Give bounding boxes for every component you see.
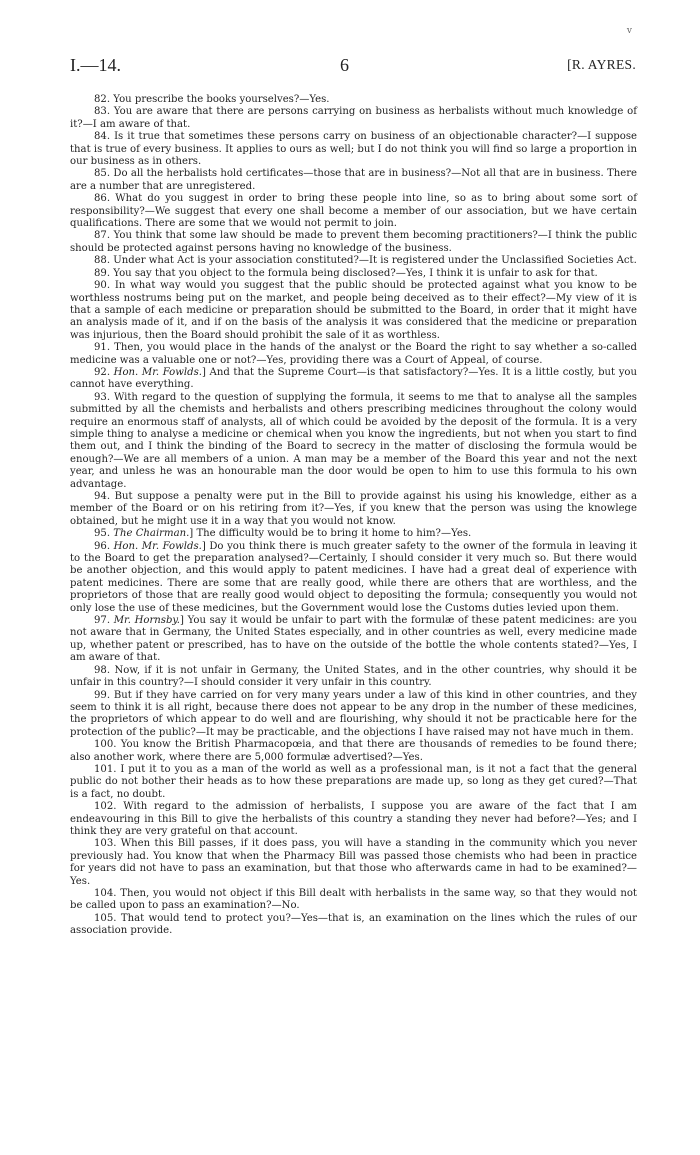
question-number: 84. bbox=[94, 131, 111, 143]
question-number: 105. bbox=[94, 912, 117, 924]
question-text: With regard to the admission of herbalists, I suppose you are aware of the fact that I am endeavouring in this Bill to give the herbalists of this country a standing they never had before?—Yes; and I think they are very grateful on that account. bbox=[70, 801, 637, 837]
testimony-paragraph: 95. The Chairman.] The difficulty would be to bring it home to him?—Yes. bbox=[94, 528, 472, 540]
testimony-paragraph bbox=[70, 193, 637, 230]
testimony-paragraph bbox=[70, 392, 637, 491]
question-text: Then, you would place in the hands of the analyst or the Board the right to say whether a so-called medicine was a valuable one or not?—Yes, providing there was a Court of Appeal, of course. bbox=[70, 342, 637, 366]
question-number: 102. bbox=[94, 801, 117, 813]
testimony-paragraph bbox=[70, 913, 637, 938]
page-number: 6 bbox=[340, 55, 349, 75]
question-text: Then, you would not object if this Bill dealt with herbalists in the same way, so that they would not be called upon to pass an examination?—No. bbox=[70, 888, 637, 912]
testimony-paragraph bbox=[70, 168, 637, 193]
question-number: 104. bbox=[94, 888, 117, 899]
question-text: You know the British Pharmacopœia, and that there are thousands of remedies to be found there; also another work, where there are 5,000 formulæ advertised?—Yes. bbox=[70, 739, 637, 763]
question-number: 100. bbox=[94, 739, 117, 751]
question-text: That would tend to protect you?—Yes—that is, an examination on the lines which the rules of our association provide. bbox=[70, 912, 637, 937]
question-text: You say it would be unfair to part with the formulæ of these patent medicines: are you not aware that in Germany, the United States especially, and in other countries as well, every medicine made up, whether patent or prescribed, has to have on the outside of the bottle the whole contents stated?—Yes, I am aware of that. bbox=[70, 615, 638, 664]
speaker-name: Hon. Mr. Fowlds. bbox=[113, 366, 202, 378]
question-number: 91. bbox=[94, 342, 111, 354]
testimony-paragraph bbox=[70, 690, 637, 740]
question-number: 103. bbox=[94, 838, 117, 850]
question-number: 90. bbox=[94, 280, 111, 292]
question-text: In what way would you suggest that the public should be protected against what you know to be worthless nostrums being put on the market, and people being deceived as to their effect?—My view of it is that a sample of each medicine or preparation should be submitted to the Board, in order that it might have an analysis made of it, and if on the basis of the analysis it was considered that the medicine or preparation was injurious, then the Board should prohibit the sale of it as worthless. bbox=[70, 280, 637, 341]
question-number: 94. bbox=[94, 491, 111, 502]
question-text: You think that some law should be made to prevent them becoming practitioners?—I think the public should be protected against persons having no knowledge of the business. bbox=[70, 230, 637, 254]
question-number: 85. bbox=[94, 168, 111, 180]
testimony-paragraph bbox=[70, 280, 637, 342]
question-text: I put it to you as a man of the world as well as a professional man, is it not a fact that the general public do not bother their heads as to how these preparations are made up, so long as they get cured?—That is a fact, no doubt. bbox=[70, 763, 637, 800]
question-number: 83. bbox=[94, 106, 111, 118]
document-reference: I.—14. bbox=[70, 55, 121, 75]
testimony-paragraph bbox=[70, 230, 637, 255]
question-number: 92. bbox=[94, 366, 111, 378]
question-number: 96. bbox=[94, 540, 111, 552]
question-text: You are aware that there are persons carrying on business as herbalists without much knowledge of it?—I am aware of that. bbox=[70, 106, 637, 130]
testimony-paragraph bbox=[70, 739, 637, 764]
question-text: When this Bill passes, if it does pass, you will have a standing in the community which you never previously had. You know that when the Pharmacy Bill was passed those chemists who had been in practice for years did not have to pass an examination, but that those who afterwards came in had to be examined?—Yes. bbox=[70, 838, 637, 887]
question-number: 86. bbox=[94, 193, 111, 205]
testimony-paragraph bbox=[70, 665, 637, 690]
question-number: 82. bbox=[94, 94, 111, 105]
question-number: 97. bbox=[94, 615, 111, 627]
witness-name: [R. AYRES. bbox=[567, 57, 636, 72]
question-number: 98. bbox=[94, 664, 111, 676]
testimony-paragraph bbox=[70, 491, 637, 528]
speaker-name: The Chairman. bbox=[113, 528, 190, 540]
testimony-paragraph bbox=[70, 764, 637, 801]
question-text: You say that you object to the formula being disclosed?—Yes, I think it is unfair to ask for that. bbox=[113, 267, 598, 279]
testimony-paragraph bbox=[70, 255, 637, 267]
question-text: Now, if it is not unfair in Germany, the United States, and in the other countries, why should it be unfair in this country?—I should consider it very unfair in this country. bbox=[70, 664, 637, 689]
question-text: What do you suggest in order to bring these people into line, so as to bring about some sort of responsibility?—We suggest that every one shall become a member of our association, but we have certain qualifications. There are some that we would not permit to join. bbox=[70, 193, 637, 230]
corner-mark: v bbox=[626, 26, 632, 36]
question-text: Do all the herbalists hold certificates—those that are in business?—Not all that are in business. There are a number that are unregistered. bbox=[70, 168, 637, 192]
question-number: 89. bbox=[94, 267, 111, 279]
testimony-paragraph bbox=[70, 342, 637, 367]
speaker-name: Mr. Hornsby. bbox=[113, 615, 181, 627]
question-text: Do you think there is much greater safety to the owner of the formula in leaving it to the Board to get the preparation analysed?—Certainly, I should consider it very much so. But there would be another objection, and this would apply to patent medicines. I have had a great deal of experience with patent medicines. There are some that are really good, while there are others that are worthless, and the proprietors of those that are really good would object to depositing the formula; consequently you would not only lose the use of these medicines, but the Government would lose the Customs duties levied upon them. bbox=[70, 540, 637, 614]
testimony-paragraph bbox=[70, 888, 637, 913]
testimony-paragraph bbox=[70, 94, 637, 106]
question-number: 95. bbox=[94, 528, 111, 540]
speaker-name: Hon. Mr. Fowlds. bbox=[113, 540, 202, 552]
question-number: 101. bbox=[94, 763, 117, 775]
question-text: But if they have carried on for very many years under a law of this kind in other countries, and they seem to think it is all right, because there does not appear to be any drop in the number of these medicines, the proprietors of which appear to do well and are flourishing, why should it not be practicable here for the protection of the public?—It may be practicable, and the objections I have raised may not have much in them. bbox=[70, 689, 637, 738]
question-text: But suppose a penalty were put in the Bill to provide against his using his knowledge, either as a member of the Board or on his retiring from it?—Yes, if you knew that the person was using the knowlege obtained, but he might use it in a way that you would not know. bbox=[70, 491, 637, 527]
testimony-paragraph: 97. Mr. Hornsby.] You say it would be unfair to part with the formulæ of these patent medicines: are you not aware that in Germany, the United States especially, and in other countries as well, every medicine made up, whether patent or prescribed, has to have on the outside of the bottle the whole contents stated?—Yes, I am aware of that. bbox=[70, 615, 638, 664]
testimony-paragraph bbox=[70, 838, 637, 888]
question-text: And that the Supreme Court—is that satisfactory?—Yes. It is a little costly, but you cannot have everything. bbox=[70, 366, 637, 391]
testimony-body bbox=[70, 94, 637, 938]
question-text: You prescribe the books yourselves?—Yes. bbox=[113, 94, 330, 105]
testimony-paragraph bbox=[70, 131, 637, 168]
question-text: Under what Act is your association constituted?—It is registered under the Unclassified Societies Act. bbox=[113, 255, 637, 267]
question-text: The difficulty would be to bring it home to him?—Yes. bbox=[196, 528, 472, 540]
testimony-paragraph bbox=[70, 268, 637, 280]
testimony-paragraph bbox=[70, 801, 637, 838]
question-number: 93. bbox=[94, 391, 111, 403]
testimony-paragraph: 96. Hon. Mr. Fowlds.] Do you think there is much greater safety to the owner of the formula in leaving it to the Board to get the preparation analysed?—Certainly, I should consider it very much so. But there would be another objection, and this would apply to patent medicines. I have had a great deal of experience with patent medicines. There are some that are really good, while there are others that are worthless, and the proprietors of those that are really good would object to depositing the formula; consequently you would not only lose the use of these medicines, but the Government would lose the Customs duties levied upon them. bbox=[70, 540, 637, 614]
page-header bbox=[70, 55, 636, 79]
question-text: Is it true that sometimes these persons carry on business of an objectionable character?—I suppose that is true of every business. It applies to ours as well; but I do not think you will find so large a proportion in our business as in others. bbox=[70, 131, 637, 168]
question-number: 99. bbox=[94, 689, 111, 701]
question-number: 88. bbox=[94, 255, 111, 267]
question-text: With regard to the question of supplying the formula, it seems to me that to analyse all the samples submitted by all the chemists and herbalists and others prescribing medicines throughout the colony would require an enormous staff of analysts, all of which could be avoided by the deposit of the formula. It is a very simple thing to analyse a medicine or chemical when you know the ingredients, but not when you start to find them out, and I think the binding of the Board to secrecy in the matter of disclosing the formula would be enough?—We are all members of a union. A man may be a member of the Board this year and not the next year, and unless he was an honourable man the door would be open to him to use this formula to his own advantage. bbox=[70, 391, 637, 490]
testimony-paragraph: 92. Hon. Mr. Fowlds.] And that the Supreme Court—is that satisfactory?—Yes. It is a little costly, but you cannot have everything. bbox=[70, 366, 637, 391]
question-number: 87. bbox=[94, 230, 111, 242]
testimony-paragraph bbox=[70, 106, 637, 131]
